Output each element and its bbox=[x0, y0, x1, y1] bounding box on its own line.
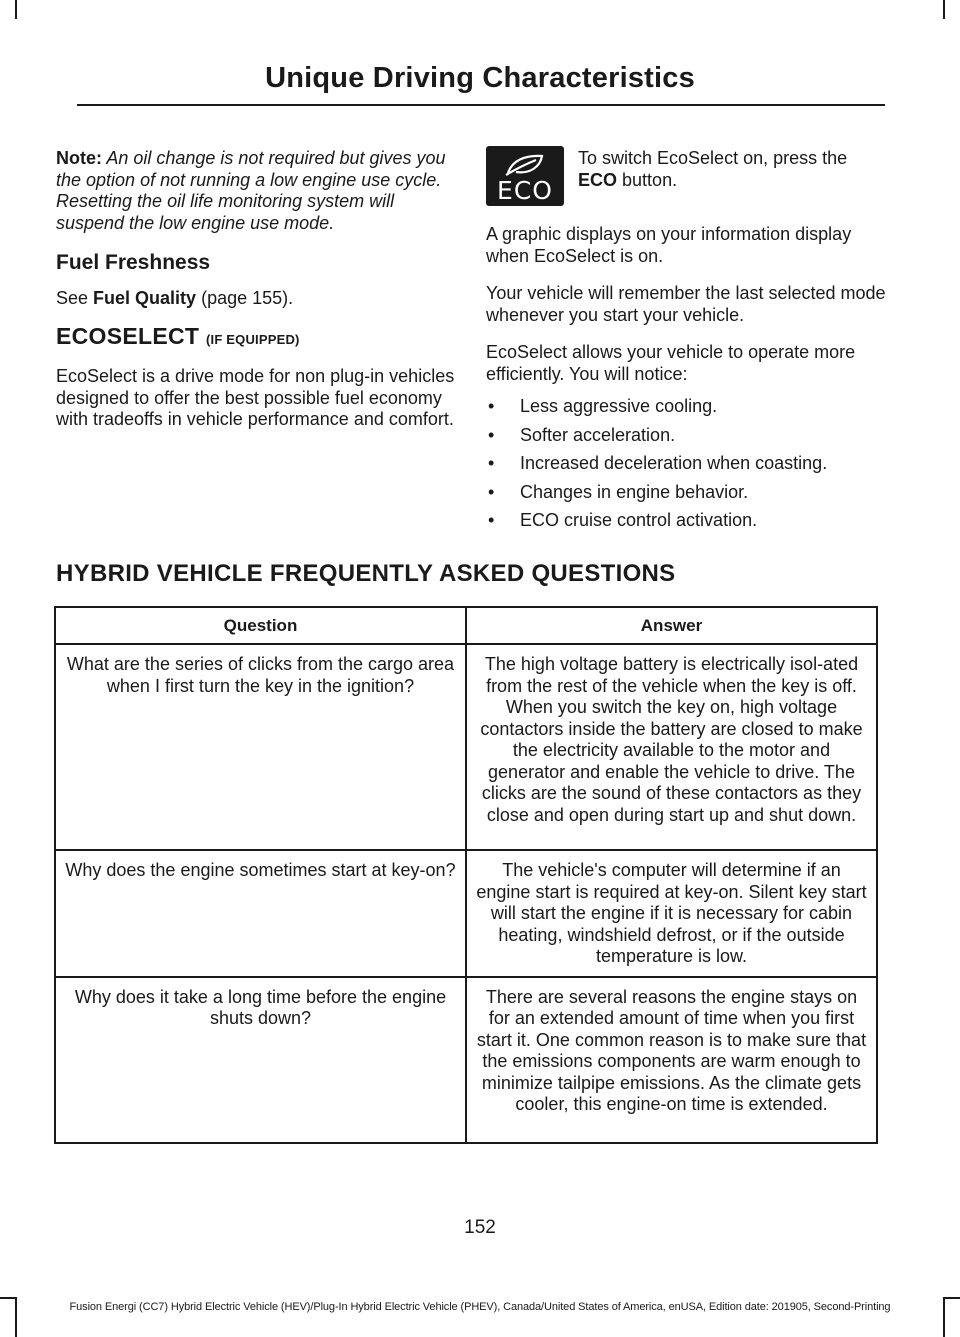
eco-switch-row bbox=[486, 148, 886, 206]
answer-cell: There are several reasons the engine stays on for an extended amount of time when you first start it. One common reason is to make sure that the emissions components are warm enough to minimize tailpipe emissions. As the climate gets cooler, this engine-on time is extended. bbox=[466, 977, 877, 1143]
page-title: Unique Driving Characteristics bbox=[265, 62, 695, 94]
note-text: An oil change is not required but gives you the option of not running a low engine use cycle. Resetting the oil life monitoring system will suspend the low engine use mode. bbox=[56, 148, 446, 233]
oil-change-note bbox=[56, 148, 456, 234]
if-equipped-tag: (IF EQUIPPED) bbox=[205, 331, 300, 347]
fuel-page-ref: (page 155). bbox=[201, 288, 294, 308]
answer-cell: The vehicle's computer will determine if an engine start is required at key-on. Silent key start will start the engine if it is necessary for cabin heating, windshield defrost, or if the outside temperature is low. bbox=[466, 850, 877, 977]
crop-mark-top-left bbox=[15, 0, 17, 19]
ecoselect-description: EcoSelect is a drive mode for non plug-in vehicles designed to offer the best possible fuel economy with tradeoffs in vehicle performance and comfort. bbox=[56, 366, 455, 429]
eco-switch-text bbox=[578, 148, 886, 191]
table-row bbox=[55, 977, 877, 1143]
list-item: • Changes in engine behavior. bbox=[486, 482, 886, 504]
ecoselect-title: ECOSELECT bbox=[56, 322, 200, 349]
note-label: Note: bbox=[56, 148, 102, 168]
answer-column-header: Answer bbox=[466, 607, 877, 644]
page-number: 152 bbox=[464, 1217, 496, 1238]
switch-text-end: button. bbox=[622, 169, 678, 190]
list-item: • ECO cruise control activation. bbox=[486, 510, 886, 532]
fuel-quality-link[interactable]: Fuel Quality bbox=[93, 288, 197, 308]
ecoselect-efficiency-text: EcoSelect allows your vehicle to operate more efficiently. You will notice: bbox=[486, 342, 856, 384]
leaf-icon bbox=[502, 153, 548, 177]
table-row bbox=[55, 644, 877, 850]
table-row bbox=[55, 850, 877, 977]
left-column bbox=[56, 148, 456, 447]
question-column-header: Question bbox=[55, 607, 466, 644]
question-cell: What are the series of clicks from the cargo area when I first turn the key in the ignition? bbox=[55, 644, 466, 850]
eco-button-icon bbox=[486, 146, 564, 206]
list-item: • Less aggressive cooling. bbox=[486, 396, 886, 418]
question-cell: Why does the engine sometimes start at key-on? bbox=[55, 850, 466, 977]
fuel-freshness-text bbox=[56, 288, 456, 310]
remember-mode-text: Your vehicle will remember the last selected mode whenever you start your vehicle. bbox=[486, 283, 886, 325]
answer-cell: The high voltage battery is electrically isol-ated from the rest of the vehicle when the key is off. When you switch the key on, high voltage contactors inside the battery are closed to make the electricity available to the motor and generator and enable the vehicle to drive. The clicks are the sound of these contactors as they close and open during start up and shut down. bbox=[466, 644, 877, 850]
list-item: • Softer acceleration. bbox=[486, 425, 886, 447]
question-cell: Why does it take a long time before the engine shuts down? bbox=[55, 977, 466, 1143]
fuel-freshness-heading: Fuel Freshness bbox=[56, 251, 211, 274]
faq-table bbox=[54, 606, 878, 1144]
list-item: • Increased deceleration when coasting. bbox=[486, 453, 886, 475]
fuel-see-text: See bbox=[56, 288, 89, 308]
right-column bbox=[486, 148, 886, 539]
ecoselect-effects-list bbox=[486, 396, 886, 532]
switch-text-start: To switch EcoSelect on, press the bbox=[578, 148, 848, 168]
ecoselect-heading bbox=[56, 322, 456, 351]
eco-button-name: ECO bbox=[578, 169, 618, 190]
table-header-row bbox=[55, 607, 877, 644]
eco-icon-label: ECO bbox=[497, 176, 553, 205]
graphic-display-text: A graphic displays on your information display when EcoSelect is on. bbox=[486, 224, 852, 266]
faq-section-title: HYBRID VEHICLE FREQUENTLY ASKED QUESTIONS bbox=[56, 560, 676, 587]
crop-mark-bottom-left-h bbox=[0, 1297, 17, 1299]
document-footer: Fusion Energi (CC7) Hybrid Electric Vehicle (HEV)/Plug-In Hybrid Electric Vehicle (PHEV), Canada/United States of America, enUSA, Edition date: 201905, Second-Printing bbox=[69, 1301, 891, 1313]
header-divider bbox=[77, 104, 885, 106]
crop-mark-bottom-right-h bbox=[943, 1297, 960, 1299]
crop-mark-top-right bbox=[943, 0, 945, 19]
